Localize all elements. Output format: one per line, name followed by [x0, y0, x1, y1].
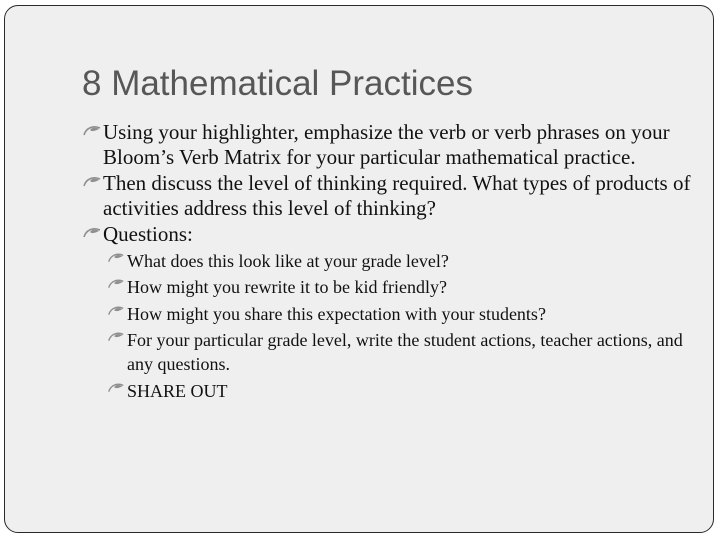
bullet-item [82, 120, 692, 169]
sub-bullet-item [82, 275, 692, 299]
leaf-swirl-bullet-icon [82, 223, 102, 247]
bullet-text: Questions: [103, 222, 193, 246]
sub-bullet-text: For your particular grade level, write the student actions, teacher actions, and any questions. [127, 330, 683, 374]
sub-bullet-text: How might you share this expectation with your students? [127, 303, 546, 324]
sub-bullet-text: SHARE OUT [127, 380, 228, 401]
sub-bullet-item [82, 302, 692, 326]
leaf-swirl-bullet-icon [106, 328, 126, 352]
leaf-swirl-bullet-icon [106, 249, 126, 273]
sub-bullet-text: What does this look like at your grade level? [127, 250, 449, 271]
sub-bullet-item [82, 328, 692, 376]
slide-body [82, 120, 692, 405]
leaf-swirl-bullet-icon [82, 121, 102, 145]
leaf-swirl-bullet-icon [106, 379, 126, 403]
bullet-text: Then discuss the level of thinking required. What types of products of activities address this level of thinking? [103, 171, 691, 220]
leaf-swirl-bullet-icon [82, 172, 102, 196]
leaf-swirl-bullet-icon [106, 302, 126, 326]
bullet-item [82, 171, 692, 220]
sub-bullet-item [82, 379, 692, 403]
sub-bullet-item [82, 249, 692, 273]
bullet-text: Using your highlighter, emphasize the verb or verb phrases on your Bloom’s Verb Matrix for your particular mathematical practice. [103, 120, 670, 169]
bullet-item [82, 222, 692, 247]
slide-title: 8 Mathematical Practices [82, 64, 473, 103]
leaf-swirl-bullet-icon [106, 275, 126, 299]
sub-bullet-text: How might you rewrite it to be kid friendly? [127, 277, 447, 297]
slide-frame [4, 5, 714, 533]
